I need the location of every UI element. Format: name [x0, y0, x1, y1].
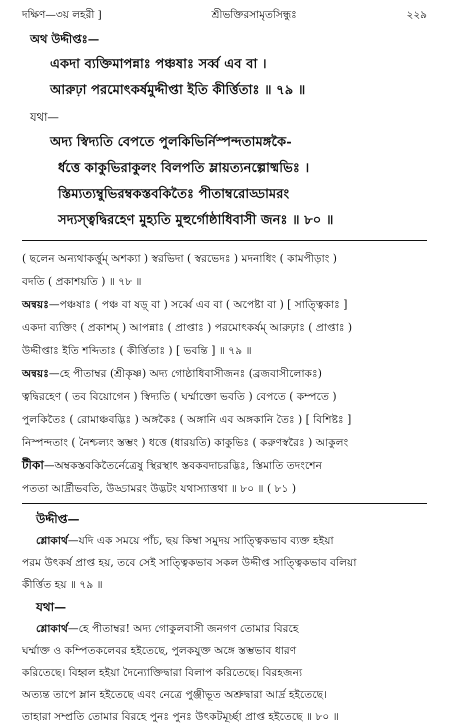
- prose-line: তাহারা সম্প্রতি তোমার বিরহে পুনঃ পুনঃ উৎকটমূর্চ্ছা প্রাপ্ত হইতেছে ॥ ৮০ ॥: [22, 710, 339, 723]
- gloss-line: নিস্পন্দতাং ( নৈশ্চল্যং স্তম্ভং ) ধত্তে (ধারয়তি) কাকুভিঃ ( করুণস্বরৈঃ ) আকুলং: [22, 436, 349, 449]
- tika-line: টীকা—অম্বকস্তবকিতৈর্নেত্রেষু স্থিরস্থাৎ স্তবকবদাচরদ্ভিঃ, স্তিমাতি তদংশেন: [22, 458, 322, 472]
- gloss-line: উদ্দীপ্তাঃ ইতি শব্দিতাঃ ( কীর্ত্তিতাঃ ) [ ভবন্তি ] ॥ ৭৯ ॥: [22, 344, 252, 357]
- anvaya-heading: অন্বয়ঃ: [22, 367, 49, 380]
- running-header: [22, 8, 427, 26]
- translation-heading: উদ্দীপ্ত—: [36, 512, 80, 526]
- prose-line: ঘর্ম্মাক্ত ও কম্পিতকলেবর হইতেছে, পুলকযুক্ত অঙ্গে স্তম্ভভাব ধারণ: [22, 644, 297, 657]
- shlokartha-label: শ্লোকার্থ: [36, 534, 68, 547]
- gloss-line: অন্বয়ঃ—হে পীতাম্বর (শ্রীকৃষ্ণ) অদ্য গোষ্ঠাধিবাসীজনঃ (ব্রজবাসীলোকঃ): [22, 367, 322, 380]
- prose-line: অত্যন্ত তাপে ম্লান হইতেছে এবং নেত্রে পুঞ্জীভূত অশ্রুদ্বারা আর্দ্র হইতেছে।: [22, 688, 327, 701]
- bengali-translation: [22, 508, 427, 728]
- prose-line: করিতেছে। বিহ্বল হইয়া দৈন্যোক্তিদ্বারা বিলাপ করিতেছে। বিরহজন্য: [22, 666, 303, 679]
- verse-line: অদ্য স্বিদ্যতি বেপতে পুলকিভির্নিস্পন্দতামঙ্গকৈ-: [50, 135, 292, 150]
- shlokartha-label: শ্লোকার্থ: [36, 622, 68, 635]
- verse-label-udipta: অথ উদ্দীপ্তঃ—: [30, 32, 100, 46]
- gloss-line: অন্বয়ঃ—পঞ্চষাঃ ( পঞ্চ বা ষড়্ বা ) সর্ব্বে এব বা ( অপেষ্টা বা ) [ সাত্ত্বিকাঃ ]: [22, 298, 348, 311]
- verse-line: আরুঢ়া পরমোৎকর্ষমুদ্দীপ্তা ইতি কীর্ত্তিতাঃ ॥ ৭৯ ॥: [50, 83, 306, 98]
- sanskrit-verses: [22, 26, 427, 234]
- gloss-line: বদতি ( প্রকাশয়তি ) ॥ ৭৮ ॥: [22, 275, 142, 288]
- prose-line: কীর্ত্তিত হয় ॥ ৭৯ ॥: [22, 578, 103, 591]
- verse-label-yatha: যথা—: [30, 110, 59, 124]
- prose-line: শ্লোকার্থ—যদি এক সময়ে পাঁচ, ছয় কিম্বা সমুদয় সাত্ত্বিকভাব ব্যক্ত হইয়া: [36, 534, 334, 547]
- prose-line: পরম উৎকর্ষ প্রাপ্ত হয়, তবে সেই সাত্ত্বিকভাব সকল উদ্দীপ্ত সাত্ত্বিকভাব বলিয়া: [22, 556, 357, 569]
- gloss-line: ত্বদ্বিরহেণ ( তব বিয়োগেন ) স্বিদ্যতি ( ঘর্ম্মাক্তো ভবতি ) বেপতে ( কম্পতে ): [22, 390, 337, 403]
- header-chapter: দক্ষিণ—৩য় লহরী ]: [22, 9, 102, 21]
- verse-line: র্ধত্তে কাকুভিরাকুলং বিলপতি ম্লায়ত্যনল্পোষ্মভিঃ ।: [58, 161, 310, 176]
- section-divider: [22, 503, 427, 504]
- gloss-line: একদা ব্যক্তিং ( প্রকাশম্ ) আপন্নাঃ ( প্রাপ্তাঃ ) পরমোৎকর্ষম্ আরুঢ়াঃ ( প্রাপ্তাঃ ): [22, 321, 353, 334]
- verse-line: স্তিম্যত্যম্বুভিরম্বকস্তবকিতৈঃ পীতাম্বরোড্ডামরং: [58, 187, 290, 202]
- commentary-gloss: [22, 247, 427, 500]
- anvaya-heading: অন্বয়ঃ: [22, 298, 49, 311]
- verse-line: সদ্যস্ত্বদ্বিরহেণ মুহ্যতি মুহুর্গোষ্ঠাধিবাসী জনঃ ॥ ৮০ ॥: [58, 213, 334, 228]
- verse-line: একদা ব্যক্তিমাপন্নাঃ পঞ্চষাঃ সর্ব্ব এব বা ।: [50, 57, 267, 72]
- header-book-title: শ্রীভক্তিরসামৃতসিন্ধুঃ: [211, 9, 297, 21]
- tika-line: পততা আর্দ্রীভবতি, উড্ডামরং উদ্ভটং যথাস্যাত্তথা ॥ ৮০ ॥ ( ৮১ ): [22, 482, 296, 495]
- section-divider: [22, 240, 427, 241]
- page-number: ২২৯: [406, 9, 427, 21]
- prose-line: শ্লোকার্থ—হে পীতাম্বর! অদ্য গোকুলবাসী জনগণ তোমার বিরহে: [36, 622, 299, 635]
- gloss-line: ( ছলেন অন্যথাকর্ত্তুম্ অশক্যা ) স্বরভিদা ( স্বরভেদঃ ) মদনাধিং ( কামপীড়াং ): [22, 252, 337, 265]
- translation-heading: যথা—: [36, 600, 67, 614]
- gloss-line: পুলকিতৈঃ ( রোমাঞ্চবদ্ভিঃ ) অঙ্গকৈঃ ( অঙ্গানি এব অঙ্গকানি তৈঃ ) [ বিশিষ্টঃ ]: [22, 413, 352, 426]
- tika-heading: টীকা: [22, 458, 44, 472]
